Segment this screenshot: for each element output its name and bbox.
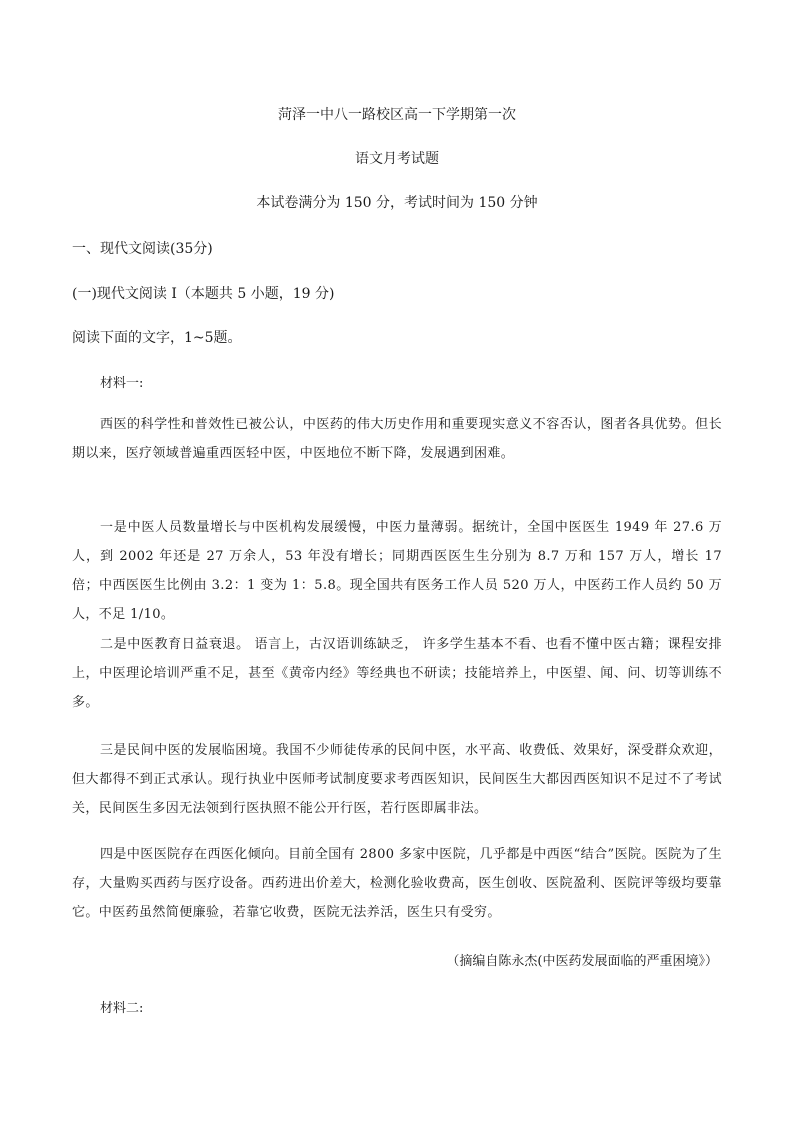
material1-paragraph-1: 西医的科学性和普效性已被公认，中医药的伟大历史作用和重要现实意义不容否认，图者各具优势。但长期以来，医疗领域普遍重西医轻中医，中医地位不断下降，发展遇到困难。	[72, 417, 722, 461]
part-heading: 一、现代文阅读(35分)	[72, 241, 213, 257]
instruction: 阅读下面的文字，1~5题。	[72, 330, 242, 346]
material1-paragraph-4: 三是民间中医的发展临困境。我国不少师徒传承的民间中医，水平高、收费低、效果好，深受群众欢迎，但大都得不到正式承认。现行执业中医师考试制度要求考西医知识，民间医生大都因西医知识不足过不了考试关，民间医生多因无法领到行医执照不能公开行医，若行医即属非法。	[72, 743, 722, 816]
exam-title-line1: 菏泽一中八一路校区高一下学期第一次	[278, 107, 516, 123]
material2-label: 材料二:	[100, 1001, 144, 1016]
exam-info: 本试卷满分为 150 分，考试时间为 150 分钟	[256, 195, 538, 211]
sub-heading: (一)现代文阅读 I（本题共 5 小题，19 分)	[72, 286, 335, 302]
material1-paragraph-5: 四是中医医院存在西医化倾向。目前全国有 2800 多家中医院，几乎都是中西医“结合”医院。医院为了生存，大量购买西药与医疗设备。西药进出价差大，检测化验收费高，医生创收、医院盈利、医院评等级均要靠它。中医药虽然简便廉验，若靠它收费，医院无法养活，医生只有受穷。	[72, 847, 722, 920]
material1-paragraph-2: 一是中医人员数量增长与中医机构发展缓慢，中医力量薄弱。据统计，全国中医医生 1949 年 27.6 万人，到 2002 年还是 27 万余人，53 年没有增长；同期西医医生生分别为 8.7 万和 157 万人，增长 17 倍；中西医医生比例由 3.2：1 变为 1：5.8。现全国共有医务工作人员 520 万人，中医药工作人员约 50 万人，不足 1/10。	[72, 520, 722, 622]
material1-label: 材料一:	[100, 376, 144, 391]
material1-paragraph-3: 二是中医教育日益衰退。 语言上，古汉语训练缺乏， 许多学生基本不看、也看不懂中医古籍；课程安排上，中医理论培训严重不足，甚至《黄帝内经》等经典也不研读；技能培养上，中医望、闻、问、切等训练不多。	[72, 637, 722, 710]
exam-title-line2: 语文月考试题	[355, 151, 439, 167]
material1-source: （摘编自陈永杰(中医药发展面临的严重困境》）	[446, 954, 718, 969]
